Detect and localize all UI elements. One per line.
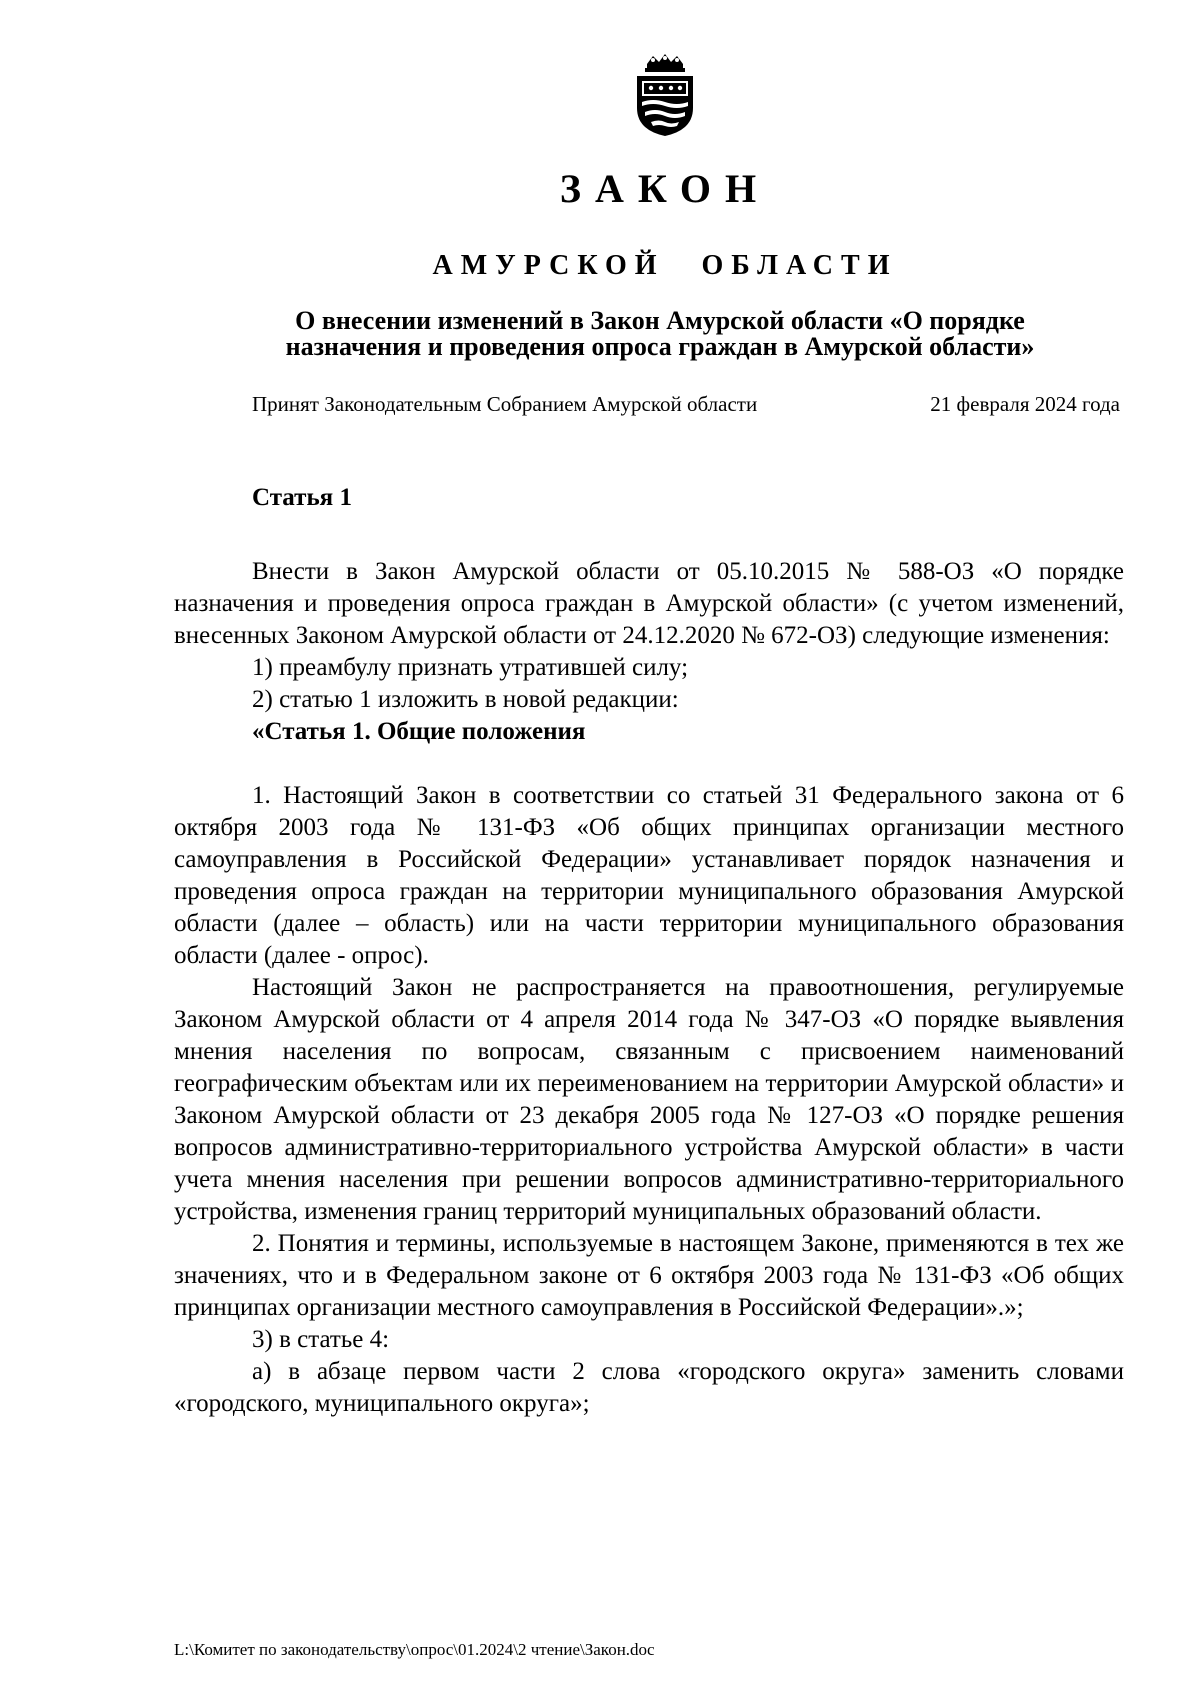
- law-title: ЗАКОН: [559, 166, 771, 211]
- paragraph: 2. Понятия и термины, используемые в настоящем Законе, применяются в тех же значениях, что и в Федеральном законе от 6 октября 2003 года № 131-ФЗ «Об общих принципах организации местного самоуправления в Российской Федерации».»;: [174, 1230, 1124, 1321]
- region-title: АМУРСКОЙ ОБЛАСТИ: [432, 250, 898, 281]
- adopting-body: Принят Законодательным Собранием Амурской области: [252, 392, 758, 416]
- paragraph-intro: Внести в Закон Амурской области от 05.10.2015 № 588-ОЗ «О порядке назначения и проведения опроса граждан в Амурской области» (с учетом изменений, внесенных Законом Амурской области от 24.12.2020 № 672-ОЗ) следующие изменения:: [174, 558, 1124, 649]
- article-heading: Статья 1: [252, 484, 352, 511]
- adoption-date: 21 февраля 2024 года: [930, 392, 1120, 416]
- law-body: [174, 556, 1124, 1420]
- law-subject-title: О внесении изменений в Закон Амурской области «О порядке назначения и проведения опроса граждан в Амурской области»: [285, 306, 1035, 361]
- adoption-line: [252, 392, 1120, 417]
- coat-of-arms-icon: [633, 54, 697, 138]
- list-item: 3) в статье 4:: [252, 1326, 390, 1353]
- list-item: 2) статью 1 изложить в новой редакции:: [252, 686, 679, 713]
- list-item: а) в абзаце первом части 2 слова «городского округа» заменить словами «городского, муниципального округа»;: [174, 1358, 1124, 1417]
- paragraph: Настоящий Закон не распространяется на правоотношения, регулируемые Законом Амурской области от 4 апреля 2014 года № 347-ОЗ «О порядке выявления мнения населения по вопросам, связанным с присвоением наименований географическим объектам или их переименованием на территории Амурской области» и Законом Амурской области от 23 декабря 2005 года № 127-ОЗ «О порядке решения вопросов административно-территориального устройства Амурской области» в части учета мнения населения при решении вопросов административно-территориального устройства, изменения границ территорий муниципальных образований области.: [174, 974, 1124, 1225]
- file-path-footer: L:\Комитет по законодательству\опрос\01.2024\2 чтение\Закон.doc: [174, 1640, 655, 1659]
- paragraph: 1. Настоящий Закон в соответствии со статьей 31 Федерального закона от 6 октября 2003 года № 131-ФЗ «Об общих принципах организации местного самоуправления в Российской Федерации» устанавливает порядок назначения и проведения опроса граждан на территории муниципального образования Амурской области (далее – область) или на части территории муниципального образования области (далее - опрос).: [174, 782, 1124, 969]
- quoted-article-heading: «Статья 1. Общие положения: [252, 718, 586, 745]
- list-item: 1) преамбулу признать утратившей силу;: [252, 654, 689, 681]
